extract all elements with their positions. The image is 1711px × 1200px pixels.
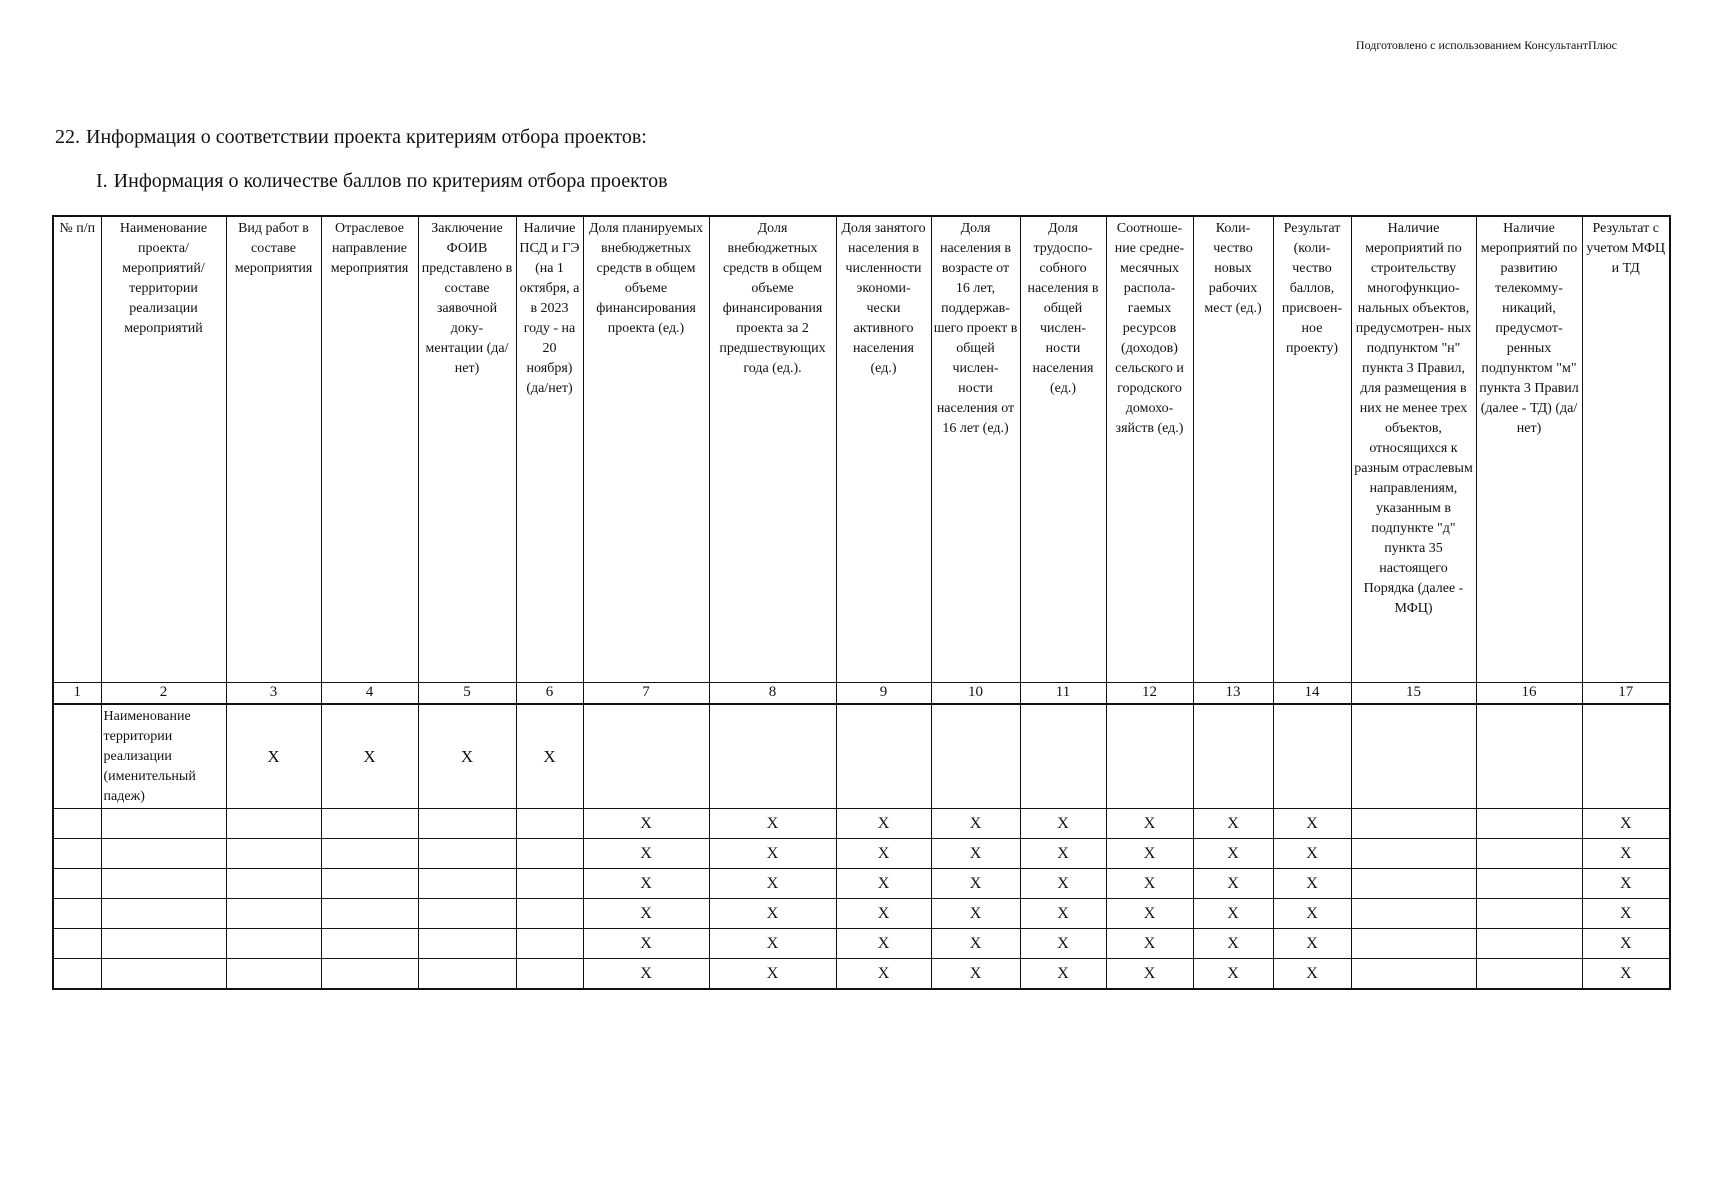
column-header-1: № п/п (53, 216, 101, 683)
cross-mark: Х (1273, 899, 1351, 929)
table-cell (101, 929, 226, 959)
cross-mark: Х (836, 869, 931, 899)
cross-mark: Х (1193, 929, 1273, 959)
subsection-title-text: Информация о количестве баллов по критериям отбора проектов (113, 170, 668, 192)
cross-mark: Х (1020, 869, 1106, 899)
prepared-with-note: Подготовлено с использованием КонсультантПлюс (1355, 38, 1617, 52)
table-cell (226, 929, 321, 959)
table-cell (516, 959, 583, 990)
cross-mark: Х (931, 929, 1020, 959)
cross-mark: Х (1273, 959, 1351, 990)
table-cell (516, 809, 583, 839)
cross-mark: Х (931, 869, 1020, 899)
cross-mark: Х (709, 899, 836, 929)
cross-mark: Х (836, 809, 931, 839)
table-row (53, 809, 1670, 839)
cross-mark: Х (1020, 839, 1106, 869)
cross-mark: Х (1193, 899, 1273, 929)
table-cell (1476, 959, 1582, 990)
table-cell (1582, 704, 1670, 809)
table-cell (931, 704, 1020, 809)
column-number-11: 11 (1020, 683, 1106, 705)
cross-mark: Х (1020, 899, 1106, 929)
column-header-8: Доля внебюджетных средств в общем объеме финансирования проекта за 2 предшествующих года (ед.). (709, 216, 836, 683)
cross-mark: Х (931, 809, 1020, 839)
column-number-7: 7 (583, 683, 709, 705)
column-number-17: 17 (1582, 683, 1670, 705)
cross-mark: Х (1106, 809, 1193, 839)
subsection-heading (96, 170, 668, 193)
column-number-12: 12 (1106, 683, 1193, 705)
cross-mark: Х (1582, 929, 1670, 959)
column-header-9: Доля занятого населения в численности экономи- чески активного населения (ед.) (836, 216, 931, 683)
table-cell (1193, 704, 1273, 809)
column-number-2: 2 (101, 683, 226, 705)
table-cell (226, 869, 321, 899)
table-cell (321, 929, 418, 959)
cross-mark: Х (516, 704, 583, 809)
cross-mark: Х (709, 959, 836, 990)
table-cell (1476, 704, 1582, 809)
cross-mark: Х (1582, 899, 1670, 929)
column-header-16: Наличие мероприятий по развитию телекомму- никаций, предусмот- ренных подпунктом "м" пункта 3 Правил (далее - ТД) (да/нет) (1476, 216, 1582, 683)
table-cell (1351, 929, 1476, 959)
cross-mark: Х (1106, 899, 1193, 929)
column-header-10: Доля населения в возрасте от 16 лет, поддержав- шего проект в общей числен- ности населения от 16 лет (ед.) (931, 216, 1020, 683)
table-cell (418, 839, 516, 869)
table-cell (1476, 869, 1582, 899)
section-title-text: Информация о соответствии проекта критериям отбора проектов: (86, 126, 647, 148)
column-number-10: 10 (931, 683, 1020, 705)
cross-mark: Х (1582, 869, 1670, 899)
column-number-5: 5 (418, 683, 516, 705)
table-row (53, 959, 1670, 990)
cross-mark: Х (1273, 869, 1351, 899)
table-cell (709, 704, 836, 809)
column-header-13: Коли- чество новых рабочих мест (ед.) (1193, 216, 1273, 683)
column-number-13: 13 (1193, 683, 1273, 705)
cross-mark: Х (1193, 869, 1273, 899)
table-cell (321, 899, 418, 929)
table-cell (418, 929, 516, 959)
table-cell (53, 869, 101, 899)
column-header-11: Доля трудоспо- собного населения в общей числен- ности населения (ед.) (1020, 216, 1106, 683)
column-header-15: Наличие мероприятий по строительству многофункцио- нальных объектов, предусмотрен- ных подпунктом "н" пункта 3 Правил, для размещения в них не менее трех объектов, относящихся к разным отраслевым направлениям, указанным в подпункте "д" пункта 35 настоящего Порядка (далее - МФЦ) (1351, 216, 1476, 683)
table-cell (1020, 704, 1106, 809)
cross-mark: Х (321, 704, 418, 809)
column-header-2: Наименование проекта/ мероприятий/ территории реализации мероприятий (101, 216, 226, 683)
column-number-row (53, 683, 1670, 705)
cross-mark: Х (931, 839, 1020, 869)
criteria-table (52, 215, 1671, 990)
cross-mark: Х (1106, 959, 1193, 990)
table-cell: Наименование территории реализации (именительный падеж) (101, 704, 226, 809)
table-cell (516, 929, 583, 959)
table-cell (516, 869, 583, 899)
cross-mark: Х (709, 839, 836, 869)
table-cell (1273, 704, 1351, 809)
column-header-14: Результат (коли- чество баллов, присвоен- ное проекту) (1273, 216, 1351, 683)
column-number-3: 3 (226, 683, 321, 705)
table-cell (418, 809, 516, 839)
cross-mark: Х (1582, 839, 1670, 869)
cross-mark: Х (583, 839, 709, 869)
cross-mark: Х (1193, 839, 1273, 869)
table-cell (321, 809, 418, 839)
cross-mark: Х (583, 869, 709, 899)
cross-mark: Х (418, 704, 516, 809)
cross-mark: Х (1273, 809, 1351, 839)
header-row (53, 216, 1670, 683)
cross-mark: Х (1106, 869, 1193, 899)
table-cell (1351, 839, 1476, 869)
cross-mark: Х (1582, 959, 1670, 990)
table-cell (1476, 899, 1582, 929)
table-cell (836, 704, 931, 809)
column-header-12: Соотноше- ние средне- месячных распола- гаемых ресурсов (доходов) сельского и городского домохо- зяйств (ед.) (1106, 216, 1193, 683)
column-header-5: Заключение ФОИВ представлено в составе заявочной доку- ментации (да/нет) (418, 216, 516, 683)
column-number-14: 14 (1273, 683, 1351, 705)
cross-mark: Х (709, 929, 836, 959)
column-header-7: Доля планируемых внебюджетных средств в общем объеме финансирования проекта (ед.) (583, 216, 709, 683)
column-number-4: 4 (321, 683, 418, 705)
table-cell (101, 899, 226, 929)
table-cell (101, 869, 226, 899)
column-number-6: 6 (516, 683, 583, 705)
cross-mark: Х (836, 839, 931, 869)
cross-mark: Х (583, 809, 709, 839)
column-header-3: Вид работ в составе мероприятия (226, 216, 321, 683)
column-number-1: 1 (53, 683, 101, 705)
cross-mark: Х (1193, 809, 1273, 839)
table-cell (321, 959, 418, 990)
section-number: 22. (55, 126, 80, 148)
table-cell (418, 899, 516, 929)
cross-mark: Х (1273, 929, 1351, 959)
table-cell (1351, 869, 1476, 899)
cross-mark: Х (1020, 809, 1106, 839)
table-cell (53, 959, 101, 990)
column-header-4: Отраслевое направление мероприятия (321, 216, 418, 683)
cross-mark: Х (1273, 839, 1351, 869)
cross-mark: Х (931, 899, 1020, 929)
table-cell (53, 704, 101, 809)
column-number-16: 16 (1476, 683, 1582, 705)
cross-mark: Х (583, 899, 709, 929)
table-cell (226, 959, 321, 990)
cross-mark: Х (583, 929, 709, 959)
table-cell (53, 899, 101, 929)
table-cell (226, 899, 321, 929)
table-cell (53, 809, 101, 839)
section-heading (55, 126, 647, 149)
table-cell (321, 839, 418, 869)
table-cell (101, 809, 226, 839)
cross-mark: Х (1106, 929, 1193, 959)
table-cell (1476, 839, 1582, 869)
table-row (53, 704, 1670, 809)
cross-mark: Х (836, 959, 931, 990)
table-cell (1351, 899, 1476, 929)
table-cell (321, 869, 418, 899)
column-number-8: 8 (709, 683, 836, 705)
table-row (53, 899, 1670, 929)
table-cell (516, 899, 583, 929)
table-cell (226, 839, 321, 869)
cross-mark: Х (583, 959, 709, 990)
cross-mark: Х (931, 959, 1020, 990)
cross-mark: Х (1106, 839, 1193, 869)
table-cell (1476, 929, 1582, 959)
cross-mark: Х (1020, 959, 1106, 990)
subsection-number: I. (96, 170, 108, 192)
table-row (53, 929, 1670, 959)
column-header-6: Наличие ПСД и ГЭ (на 1 октября, а в 2023 году - на 20 ноября) (да/нет) (516, 216, 583, 683)
table-row (53, 839, 1670, 869)
table-cell (418, 869, 516, 899)
cross-mark: Х (836, 929, 931, 959)
table-cell (53, 839, 101, 869)
table-row (53, 869, 1670, 899)
cross-mark: Х (1020, 929, 1106, 959)
table-cell (226, 809, 321, 839)
cross-mark: Х (709, 869, 836, 899)
cross-mark: Х (226, 704, 321, 809)
table-cell (101, 839, 226, 869)
column-header-17: Результат с учетом МФЦ и ТД (1582, 216, 1670, 683)
table-cell (101, 959, 226, 990)
table-cell (53, 929, 101, 959)
cross-mark: Х (1193, 959, 1273, 990)
column-number-9: 9 (836, 683, 931, 705)
table-cell (583, 704, 709, 809)
table-cell (1351, 809, 1476, 839)
table-cell (1351, 959, 1476, 990)
table-cell (1106, 704, 1193, 809)
cross-mark: Х (709, 809, 836, 839)
column-number-15: 15 (1351, 683, 1476, 705)
cross-mark: Х (1582, 809, 1670, 839)
cross-mark: Х (836, 899, 931, 929)
table-cell (516, 839, 583, 869)
table-cell (1476, 809, 1582, 839)
table-cell (418, 959, 516, 990)
table-cell (1351, 704, 1476, 809)
